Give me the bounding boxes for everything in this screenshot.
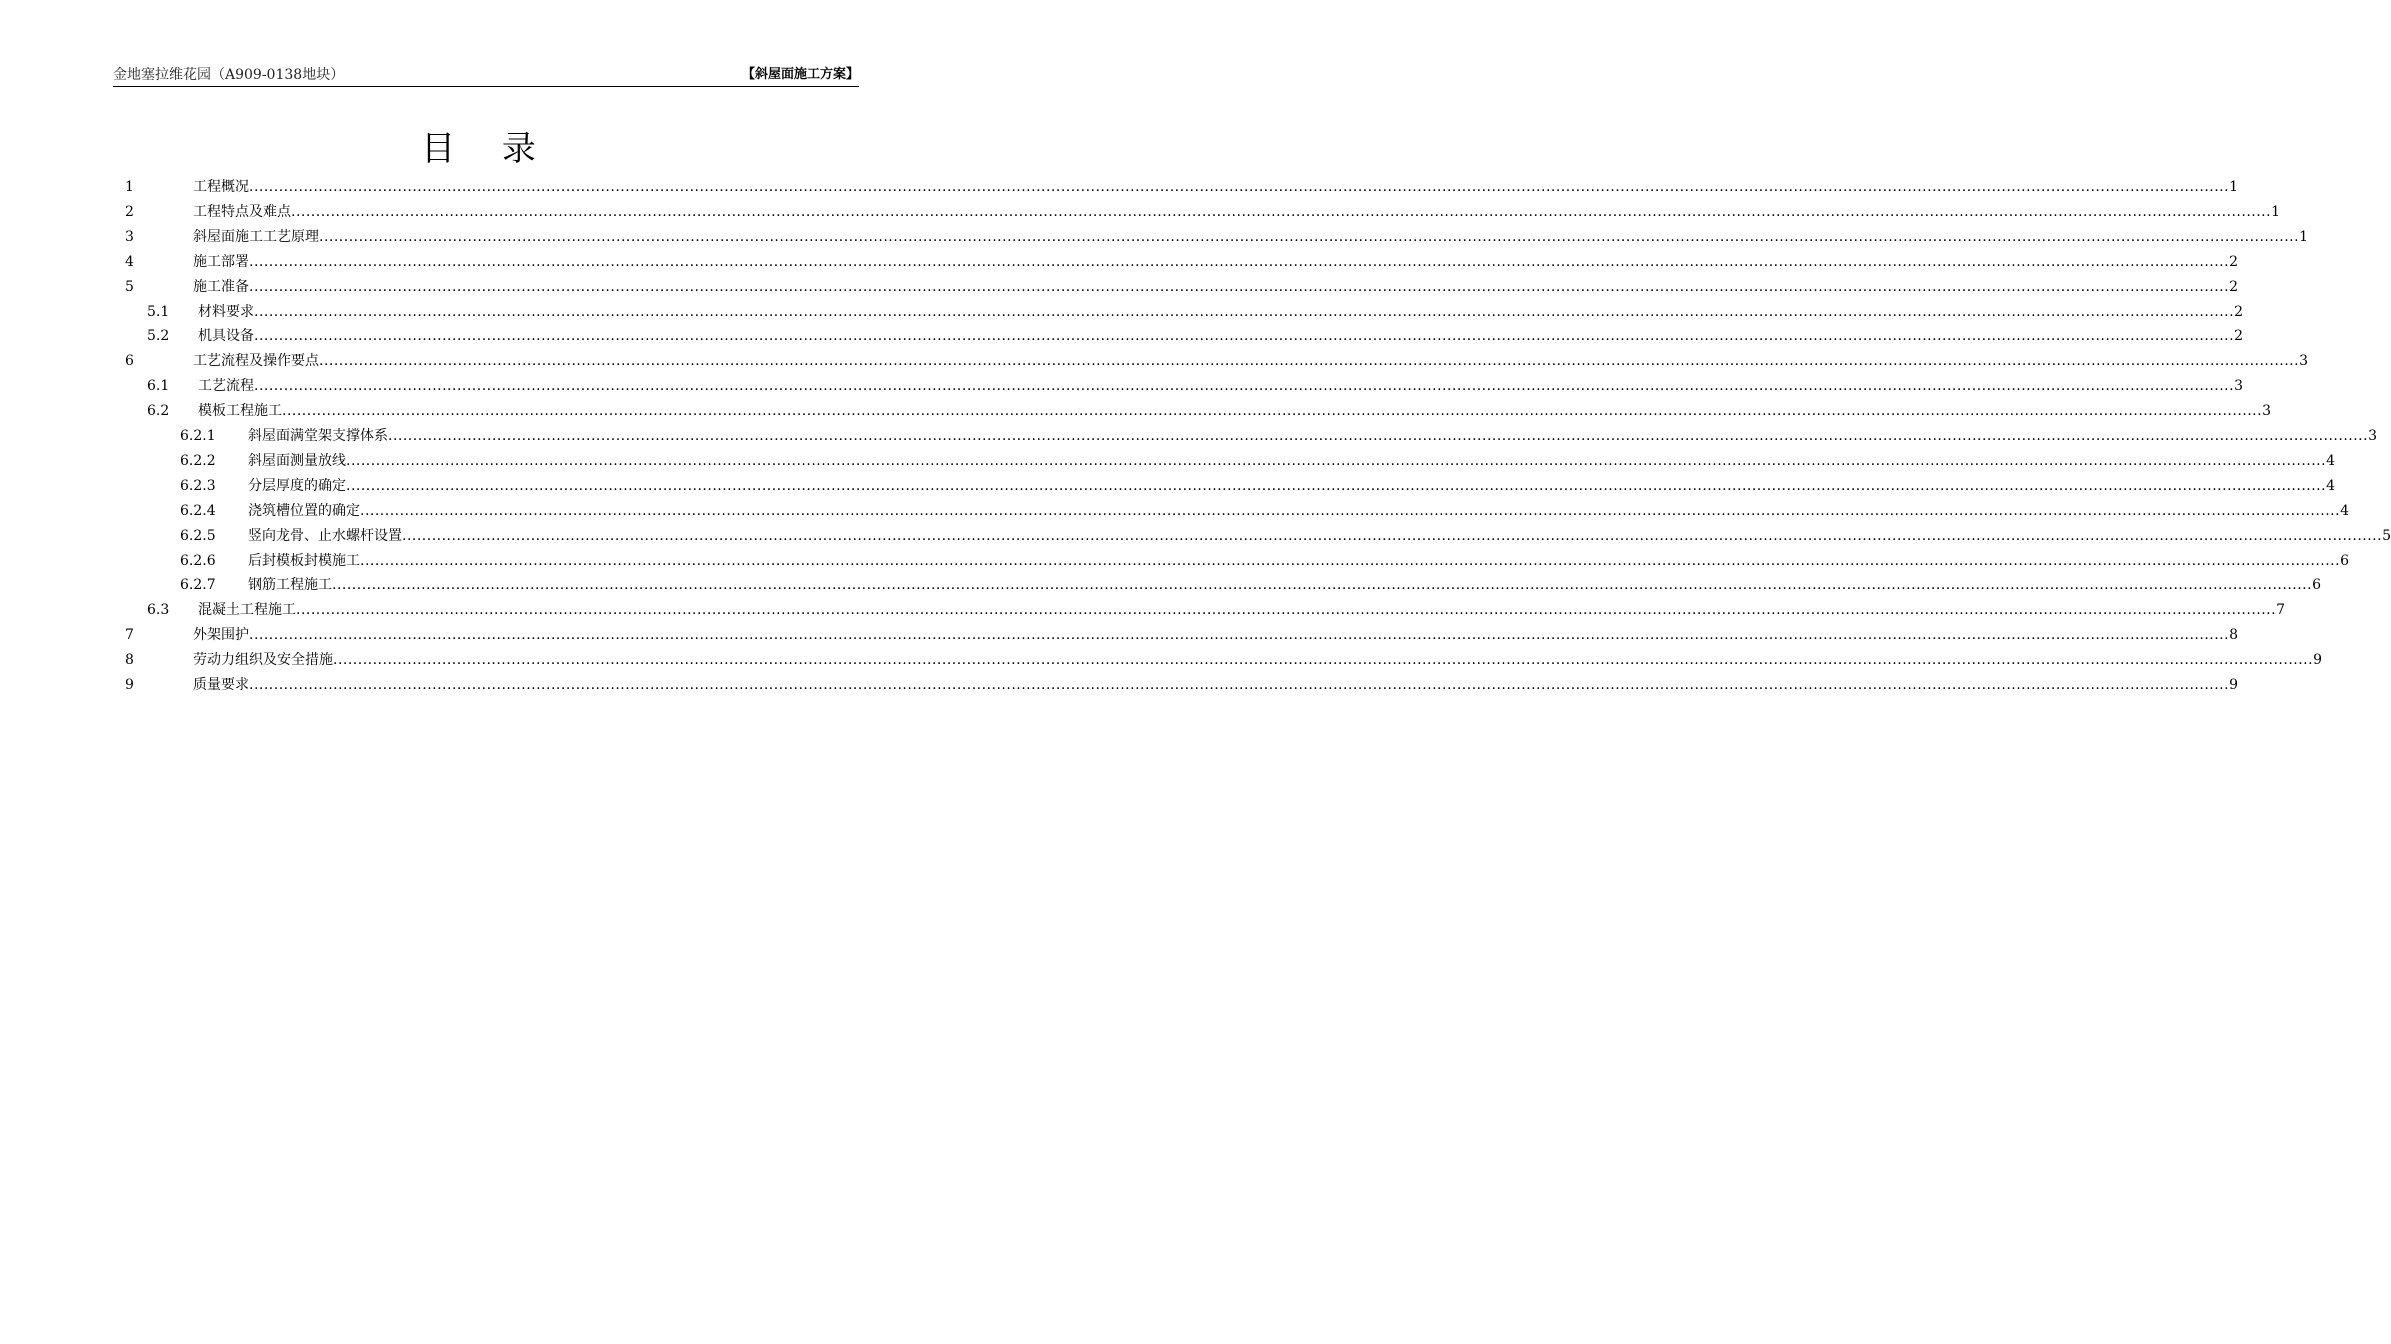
toc-dot-leader: ................................................................................................................................................................................................................................................................................................................................................................................................................ (346, 477, 2327, 494)
toc-entry-page: 2 (2234, 303, 2243, 320)
toc-entry-title: 工艺流程 (198, 378, 254, 395)
toc-entry-title: 施工部署 (193, 253, 249, 270)
toc-dot-leader: ................................................................................................................................................................................................................................................................................................................................................................................................................ (360, 552, 2341, 569)
toc-entry-page: 4 (2326, 477, 2335, 494)
toc-entry[interactable] (125, 224, 2308, 246)
toc-dot-leader: ................................................................................................................................................................................................................................................................................................................................................................................................................ (249, 278, 2230, 295)
toc-entry-title: 分层厚度的确定 (248, 477, 346, 494)
toc-entry-page: 3 (2262, 403, 2271, 420)
toc-entry-page: 1 (2229, 179, 2238, 195)
toc-entry[interactable] (180, 498, 2349, 520)
toc-entry[interactable] (147, 373, 2243, 395)
toc-entry-title: 外架围护 (193, 627, 249, 644)
toc-entry[interactable] (180, 473, 2335, 495)
toc-dot-leader: ................................................................................................................................................................................................................................................................................................................................................................................................................ (360, 502, 2341, 519)
toc-dot-leader: ................................................................................................................................................................................................................................................................................................................................................................................................................ (282, 403, 2263, 420)
toc-entry[interactable] (125, 672, 2238, 694)
toc-entry-title: 模板工程施工 (198, 403, 282, 420)
toc-entry-title: 工程概况 (193, 179, 249, 195)
toc-entry-page: 9 (2229, 677, 2238, 693)
toc-entry-page: 4 (2340, 502, 2349, 519)
toc-dot-leader: ................................................................................................................................................................................................................................................................................................................................................................................................................ (346, 452, 2327, 469)
toc-entry-page: 2 (2234, 328, 2243, 345)
toc-entry[interactable] (125, 274, 2238, 296)
toc-entry-title: 质量要求 (193, 677, 249, 693)
toc-entry-number: 2 (125, 203, 134, 220)
toc-dot-leader: ................................................................................................................................................................................................................................................................................................................................................................................................................ (291, 203, 2272, 220)
toc-entry-page: 6 (2340, 552, 2349, 569)
toc-entry-page: 7 (2276, 602, 2285, 619)
toc-entry-number: 3 (125, 228, 134, 245)
toc-entry-title: 浇筑槽位置的确定 (248, 502, 360, 519)
toc-entry-number: 6.2.4 (180, 502, 216, 519)
toc-dot-leader: ................................................................................................................................................................................................................................................................................................................................................................................................................ (254, 328, 2235, 345)
header-project-name: 金地塞拉维花园（A909-0138地块） (113, 67, 345, 83)
page-header (113, 66, 859, 87)
toc-dot-leader: ................................................................................................................................................................................................................................................................................................................................................................................................................ (249, 677, 2230, 693)
toc-entry-number: 6.3 (147, 602, 170, 619)
toc-entry-title: 钢筋工程施工 (248, 577, 332, 594)
toc-entry[interactable] (125, 622, 2238, 644)
toc-dot-leader: ................................................................................................................................................................................................................................................................................................................................................................................................................ (388, 428, 2369, 444)
toc-entry[interactable] (125, 174, 2238, 196)
toc-entry-page: 2 (2229, 278, 2238, 295)
toc-entry-page: 5 (2382, 527, 2391, 544)
toc-entry-title: 工程特点及难点 (193, 203, 291, 220)
toc-entry-page: 2 (2229, 253, 2238, 270)
toc-entry[interactable] (180, 423, 2377, 445)
toc-entry-number: 5 (125, 278, 134, 295)
toc-dot-leader: ................................................................................................................................................................................................................................................................................................................................................................................................................ (319, 353, 2300, 370)
toc-entry[interactable] (147, 323, 2243, 345)
toc-dot-leader: ................................................................................................................................................................................................................................................................................................................................................................................................................ (402, 527, 2383, 544)
toc-entry[interactable] (180, 448, 2335, 470)
toc-entry-page: 4 (2326, 452, 2335, 469)
toc-entry-title: 后封模板封模施工 (248, 552, 360, 569)
toc-entry-title: 斜屋面满堂架支撑体系 (248, 428, 388, 444)
toc-entry-page: 6 (2312, 577, 2321, 594)
toc-dot-leader: ................................................................................................................................................................................................................................................................................................................................................................................................................ (332, 577, 2313, 594)
toc-title: 目 录 (421, 129, 554, 169)
toc-dot-leader: ................................................................................................................................................................................................................................................................................................................................................................................................................ (254, 378, 2235, 395)
toc-entry-number: 4 (125, 253, 134, 270)
toc-dot-leader: ................................................................................................................................................................................................................................................................................................................................................................................................................ (249, 627, 2230, 644)
toc-entry-number: 6.2.6 (180, 552, 216, 569)
toc-entry[interactable] (125, 199, 2280, 221)
toc-entry-title: 工艺流程及操作要点 (193, 353, 319, 370)
toc-dot-leader: ................................................................................................................................................................................................................................................................................................................................................................................................................ (333, 652, 2314, 669)
toc-entry-number: 6.2.1 (180, 428, 216, 444)
toc-entry-title: 劳动力组织及安全措施 (193, 652, 333, 669)
toc-entry[interactable] (125, 249, 2238, 271)
toc-entry[interactable] (125, 348, 2308, 370)
toc-entry-number: 7 (125, 627, 134, 644)
toc-entry[interactable] (180, 548, 2349, 570)
toc-entry[interactable] (147, 398, 2271, 420)
toc-entry-page: 8 (2229, 627, 2238, 644)
toc-entry[interactable] (147, 597, 2285, 619)
toc-entry-title: 斜屋面施工工艺原理 (193, 228, 319, 245)
toc-entry-number: 6.2 (147, 403, 170, 420)
toc-entry-page: 1 (2299, 228, 2308, 245)
toc-entry[interactable] (147, 299, 2243, 321)
toc-entry-number: 1 (125, 179, 134, 195)
toc-entry-title: 混凝土工程施工 (198, 602, 296, 619)
toc-entry-number: 8 (125, 652, 134, 669)
toc-entry-page: 9 (2313, 652, 2322, 669)
toc-entry-number: 5.2 (147, 328, 170, 345)
toc-entry-number: 6.2.3 (180, 477, 216, 494)
toc-entry[interactable] (125, 647, 2322, 669)
toc-entry-page: 3 (2234, 378, 2243, 395)
header-document-title: 【斜屋面施工方案】 (741, 67, 859, 82)
toc-entry-title: 斜屋面测量放线 (248, 452, 346, 469)
toc-entry[interactable] (180, 572, 2321, 594)
toc-entry[interactable] (180, 523, 2391, 545)
toc-dot-leader: ................................................................................................................................................................................................................................................................................................................................................................................................................ (319, 228, 2300, 245)
toc-entry-title: 机具设备 (198, 328, 254, 345)
toc-entry-title: 材料要求 (198, 303, 254, 320)
toc-dot-leader: ................................................................................................................................................................................................................................................................................................................................................................................................................ (296, 602, 2277, 619)
toc-entry-number: 6.2.7 (180, 577, 216, 594)
toc-entry-number: 6.2.2 (180, 452, 216, 469)
toc-entry-number: 6.1 (147, 378, 170, 395)
toc-entry-page: 3 (2368, 428, 2377, 444)
toc-entry-title: 施工准备 (193, 278, 249, 295)
toc-entry-number: 9 (125, 677, 134, 693)
toc-entry-number: 5.1 (147, 303, 170, 320)
toc-entry-title: 竖向龙骨、止水螺杆设置 (248, 527, 402, 544)
toc-entry-number: 6 (125, 353, 134, 370)
toc-entry-page: 3 (2299, 353, 2308, 370)
toc-dot-leader: ................................................................................................................................................................................................................................................................................................................................................................................................................ (249, 253, 2230, 270)
toc-entry-number: 6.2.5 (180, 527, 216, 544)
toc-entry-page: 1 (2271, 203, 2280, 220)
toc-dot-leader: ................................................................................................................................................................................................................................................................................................................................................................................................................ (254, 303, 2235, 320)
toc-dot-leader: ................................................................................................................................................................................................................................................................................................................................................................................................................ (249, 179, 2230, 195)
